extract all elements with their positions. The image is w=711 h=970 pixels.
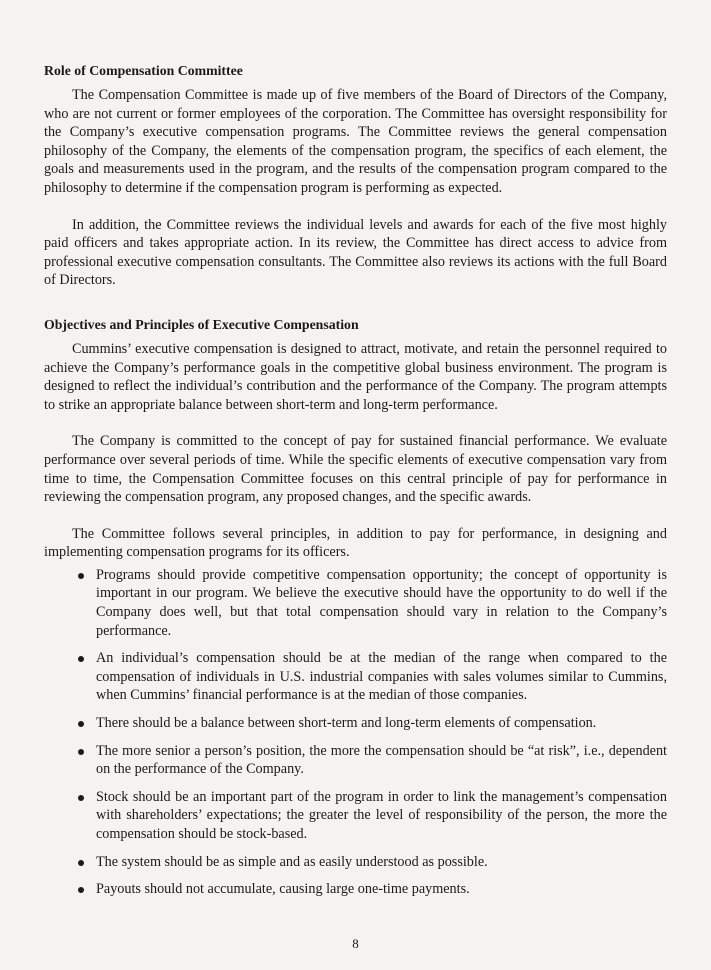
- list-item-text: Payouts should not accumulate, causing large one-time payments.: [96, 881, 470, 898]
- bullet-icon: [78, 795, 84, 801]
- paragraph-principles-intro: The Committee follows several principles, in addition to pay for performance, in designing and implementing compensation programs for its officers.: [44, 525, 667, 561]
- list-item: [96, 649, 667, 705]
- paragraph-committee-review: In addition, the Committee reviews the individual levels and awards for each of the five most highly paid officers and takes appropriate action. In its review, the Committee has direct access to advice from professional executive compensation consultants. The Committee also reviews its actions with the full Board of Directors.: [44, 216, 667, 289]
- bullet-icon: [78, 887, 84, 893]
- list-item: [96, 880, 667, 899]
- bullet-icon: [78, 656, 84, 662]
- bullet-icon: [78, 721, 84, 727]
- bullet-icon: [78, 573, 84, 579]
- list-item: [96, 788, 667, 844]
- list-item: [96, 853, 667, 872]
- bullet-icon: [78, 860, 84, 866]
- paragraph-compensation-design: Cummins’ executive compensation is designed to attract, motivate, and retain the personnel required to achieve the Company’s performance goals in the competitive global business environment. The program is designed to reflect the individual’s contribution and the performance of the Company. The program attempts to strike an appropriate balance between short-term and long-term performance.: [44, 340, 667, 413]
- list-item-text: The more senior a person’s position, the more the compensation should be “at risk”, i.e., dependent on the performance of the Company.: [96, 742, 667, 778]
- list-item-text: An individual’s compensation should be at the median of the range when compared to the compensation of individuals in U.S. industrial companies with sales volumes similar to Cummins, when Cummins’ financial performance is at the median of those companies.: [96, 650, 667, 704]
- list-item: [96, 566, 667, 640]
- list-item: [96, 714, 667, 733]
- principles-list: [44, 566, 667, 899]
- page-number: 8: [352, 936, 359, 951]
- list-item-text: Programs should provide competitive compensation opportunity; the concept of opportunity is important in our program. We believe the executive should have the opportunity to do well if the Company does well, but that total compensation should vary in relation to the Company’s performance.: [96, 566, 667, 639]
- list-item-text: Stock should be an important part of the program in order to link the management’s compensation with shareholders’ expectations; the greater the level of responsibility of the person, the more the compensation should be stock-based.: [96, 788, 667, 842]
- list-item-text: The system should be as simple and as easily understood as possible.: [96, 853, 488, 870]
- paragraph-pay-for-performance: The Company is committed to the concept of pay for sustained financial performance. We evaluate performance over several periods of time. While the specific elements of executive compensation vary from time to time, the Compensation Committee focuses on this central principle of pay for performance in reviewing the compensation program, any proposed changes, and the specific awards.: [44, 433, 667, 506]
- list-item: [96, 742, 667, 779]
- list-item-text: There should be a balance between short-term and long-term elements of compensation.: [96, 715, 597, 732]
- section-heading-role-of-compensation-committee: Role of Compensation Committee: [44, 63, 243, 78]
- paragraph-committee-composition: The Compensation Committee is made up of five members of the Board of Directors of the Company, who are not current or former employees of the corporation. The Committee has oversight responsibility for the Company’s executive compensation programs. The Committee reviews the general compensation philosophy of the Company, the elements of the compensation program, the specifics of each element, the goals and measurements used in the program, and the results of the compensation program compared to the philosophy to determine if the compensation program is performing as expected.: [44, 87, 667, 196]
- bullet-icon: [78, 749, 84, 755]
- section-heading-objectives-and-principles: Objectives and Principles of Executive Compensation: [44, 316, 359, 332]
